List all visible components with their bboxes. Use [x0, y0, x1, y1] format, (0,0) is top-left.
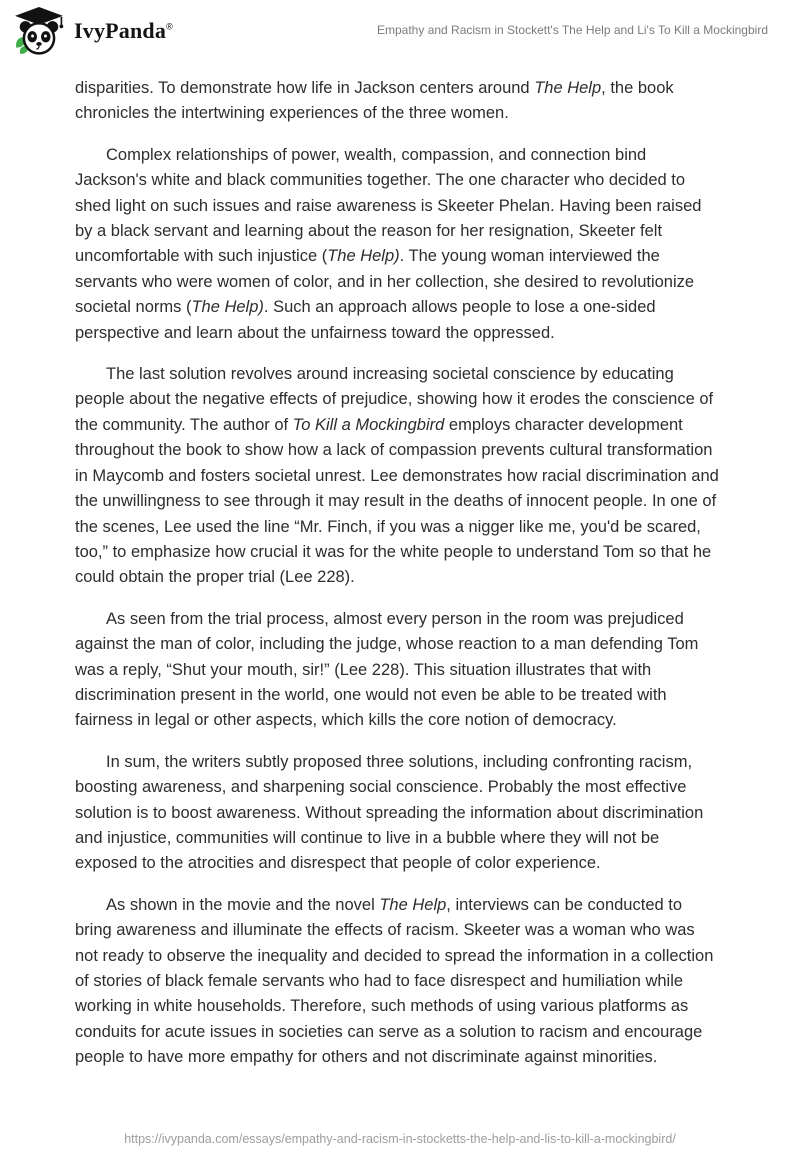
book-title-run: The Help — [379, 895, 447, 914]
paragraph — [75, 750, 722, 877]
book-title-run: The Help) — [191, 298, 264, 317]
brand — [14, 6, 173, 56]
text-run: , the book chronicles the intertwining experiences of the three women. — [75, 79, 674, 123]
book-title-run: The Help — [534, 79, 602, 97]
text-run: , interviews can be conducted to bring awareness and illuminate the effects of racism. Skeeter was a woman who was not ready to observe the inequality and decided to spread the information in a collection of stories of black female servants who had to face disrespect and humiliation while working in white households. Therefore, such methods of using various platforms as conduits for acute issues in societies can serve as a solution to racism and encourage people to have more empathy for others and not discriminate against minorities. — [75, 895, 714, 1067]
text-run: . The young woman interviewed the servants who were women of color, and in her collection, she desired to revolutionize societal norms ( — [75, 247, 695, 317]
source-url: https://ivypanda.com/essays/empathy-and-racism-in-stocketts-the-help-and-lis-to-kill-a-mockingbird/ — [124, 1132, 676, 1146]
paragraph — [75, 76, 722, 127]
paragraph — [75, 143, 722, 346]
paragraph — [75, 362, 722, 591]
document-title: Empathy and Racism in Stockett's The Help and Li's To Kill a Mockingbird — [377, 23, 768, 38]
page-header — [0, 0, 800, 62]
text-run: disparities. To demonstrate how life in Jackson centers around — [75, 79, 535, 97]
brand-name-text: IvyPanda — [74, 18, 167, 43]
paragraph — [75, 893, 722, 1071]
text-run: employs character development throughout the book to show how a lack of compassion prevents cultural transformation in Maycomb and fosters societal unrest. Lee demonstrates how racial discrimination and the unwillingness to see through it may result in the deaths of innocent people. In one of the scenes, Lee used the line “Mr. Finch, if you was a nigger like me, you'd be scared, too,” to emphasize how crucial it was for the white people to understand Tom so that he could obtain the proper trial (Lee 228). — [75, 415, 719, 587]
registered-mark: ® — [166, 21, 173, 32]
text-run: . Such an approach allows people to lose a one-sided perspective and learn about the unfairness toward the oppressed. — [75, 298, 656, 342]
text-run: The last solution revolves around increasing societal conscience by educating people about the negative effects of prejudice, showing how it erodes the conscience of the community. The author of — [75, 365, 714, 434]
text-run: As seen from the trial process, almost every person in the room was prejudiced against the man of color, including the judge, whose reaction to a man defending Tom was a reply, “Shut your mouth, sir!” (Lee 228). This situation illustrates that with discrimination present in the world, one would not even be able to be treated with fairness in legal or other aspects, which kills the core notion of democracy. — [75, 609, 699, 730]
text-run: As shown in the movie and the novel — [106, 895, 380, 914]
ivypanda-panda-logo-icon — [14, 6, 64, 56]
book-title-run: To Kill a Mockingbird — [292, 415, 445, 434]
page-footer — [0, 1130, 800, 1148]
book-title-run: The Help) — [327, 247, 400, 266]
brand-name — [74, 18, 173, 44]
essay-body — [0, 62, 800, 1071]
paragraph — [75, 607, 722, 734]
text-run: Complex relationships of power, wealth, compassion, and connection bind Jackson's white and black communities together. The one character who decided to shed light on such issues and raise awareness is Skeeter Phelan. Having been raised by a black servant and learning about the reason for her resignation, Skeeter felt uncomfortable with such injustice ( — [75, 145, 702, 266]
text-run: In sum, the writers subtly proposed three solutions, including confronting racism, boosting awareness, and sharpening social conscience. Probably the most effective solution is to boost awareness. Without spreading the information about discrimination and injustice, communities will continue to live in a bubble where they will not be exposed to the atrocities and disrespect that people of color experience. — [75, 752, 704, 873]
